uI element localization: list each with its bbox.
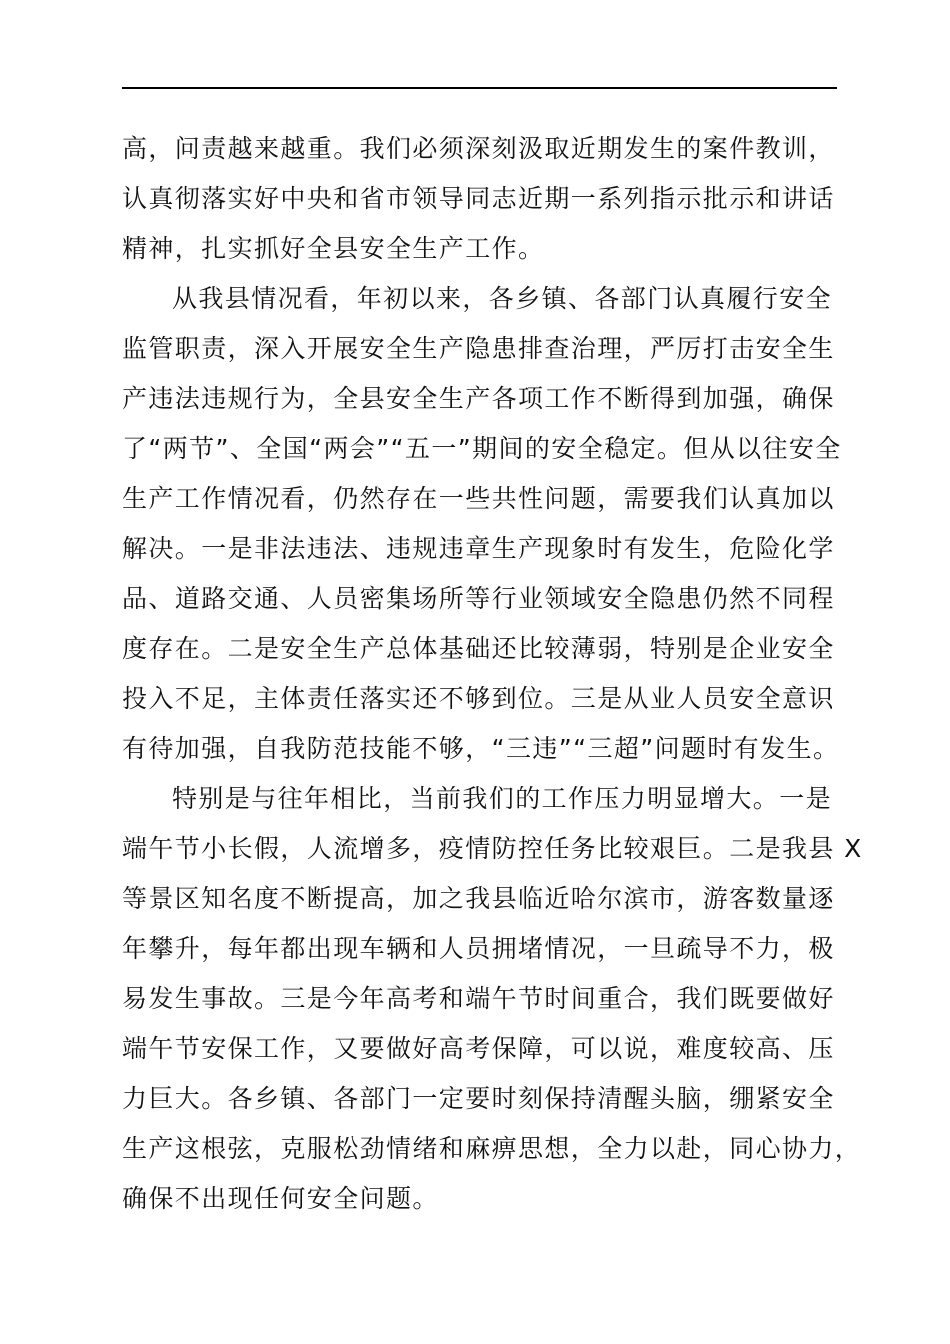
text-line: 品、道路交通、人员密集场所等行业领域安全隐患仍然不同程 bbox=[122, 584, 835, 613]
text-line: 高，问责越来越重。我们必须深刻汲取近期发生的案件教训， bbox=[122, 134, 835, 163]
header-rule bbox=[122, 87, 837, 89]
text-line: 从我县情况看，年初以来，各乡镇、各部门认真履行安全 bbox=[172, 284, 833, 313]
document-body bbox=[122, 124, 863, 1224]
text-line: 端午节小长假，人流增多，疫情防控任务比较艰巨。二是我县 X bbox=[122, 834, 863, 863]
text-line: 特别是与往年相比，当前我们的工作压力明显增大。一是 bbox=[172, 784, 833, 813]
text-line: 精神，扎实抓好全县安全生产工作。 bbox=[122, 234, 545, 263]
text-line: 认真彻落实好中央和省市领导同志近期一系列指示批示和讲话 bbox=[122, 184, 835, 213]
text-line: 解决。一是非法违法、违规违章生产现象时有发生，危险化学 bbox=[122, 534, 835, 563]
text-line: 了“两节”、全国“两会”“五一”期间的安全稳定。但从以往安全 bbox=[122, 434, 842, 463]
text-line: 产违法违规行为，全县安全生产各项工作不断得到加强，确保 bbox=[122, 384, 835, 413]
text-line: 度存在。二是安全生产总体基础还比较薄弱，特别是企业安全 bbox=[122, 634, 835, 663]
text-line: 端午节安保工作，又要做好高考保障，可以说，难度较高、压 bbox=[122, 1034, 835, 1063]
text-line: 生产这根弦，克服松劲情绪和麻痹思想，全力以赴，同心协力， bbox=[122, 1134, 862, 1163]
text-line: 投入不足，主体责任落实还不够到位。三是从业人员安全意识 bbox=[122, 684, 835, 713]
text-line: 易发生事故。三是今年高考和端午节时间重合，我们既要做好 bbox=[122, 984, 835, 1013]
text-line: 有待加强，自我防范技能不够，“三违”“三超”问题时有发生。 bbox=[122, 734, 840, 763]
text-line: 力巨大。各乡镇、各部门一定要时刻保持清醒头脑，绷紧安全 bbox=[122, 1084, 835, 1113]
text-line: 监管职责，深入开展安全生产隐患排查治理，严厉打击安全生 bbox=[122, 334, 835, 363]
text-line: 确保不出现任何安全问题。 bbox=[122, 1184, 439, 1213]
text-line: 年攀升，每年都出现车辆和人员拥堵情况，一旦疏导不力，极 bbox=[122, 934, 835, 963]
text-line: 生产工作情况看，仍然存在一些共性问题，需要我们认真加以 bbox=[122, 484, 835, 513]
text-line: 等景区知名度不断提高，加之我县临近哈尔滨市，游客数量逐 bbox=[122, 884, 835, 913]
